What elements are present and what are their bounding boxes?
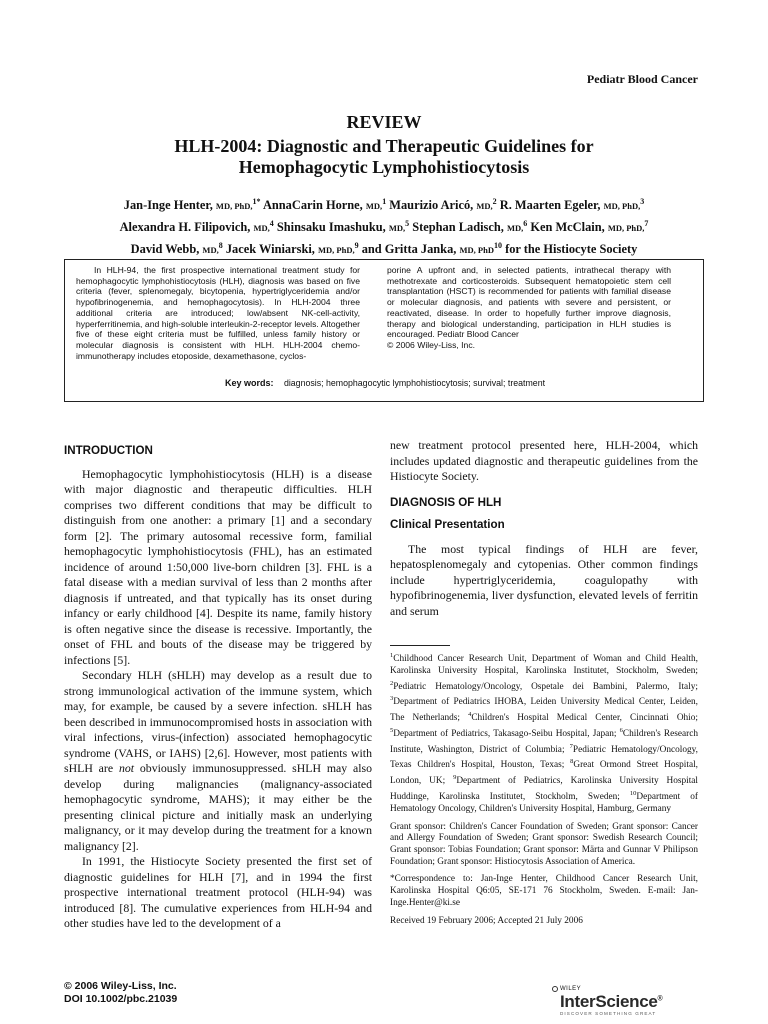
grant-sponsors: Grant sponsor: Children's Cancer Foundation of Sweden; Grant sponsor: Cancer and Allergy Foundation of Sweden; Grant sponsor: Swedish Research Council; Grant sponsor: Tobias Foundation; Grant sponsor: Märta and Gunnar V Philipson Foundation; Grant sponsor: Histiocytosis Association of America. [390,821,698,867]
article-type: REVIEW [346,112,422,132]
author-degree: MD, PhD, [215,201,253,212]
author [362,242,502,256]
author-affiliation-mark: 2 [492,197,497,206]
author-list [70,193,698,259]
affiliation-number: 10 [629,790,637,798]
footnotes [390,650,698,933]
intro-paragraph-2-start: Secondary HLH (sHLH) may develop as a result due to strong immunological activation of the immune system, which may, for example, be caused by a severe infection. sHLH has been described in immunocompromised hosts in association with viral infections, virus-(infection) associated hemophagocytic syndrome (VAHS, or IAHS) [2,6]. However, most patients with sHLH are [64,668,372,775]
author-name: Stephan Ladisch, [412,220,504,235]
affiliation-text: Children's Research Institute, Washington, District of Columbia; [390,728,698,755]
author-name: David Webb, [130,242,200,257]
intro-paragraph-3: In 1991, the Histiocyte Society presented the first set of diagnostic guidelines for HLH [7], and in 1994 the first prospective international treatment protocol (HLH-94) was introduced [8]. The cumulative experiences from HLH-94 and other studies have led to the development of a [64,854,372,930]
author [530,220,648,234]
journal-name: Pediatr Blood Cancer [586,72,698,86]
received-dates: Received 19 February 2006; Accepted 21 July 2006 [390,915,583,926]
author-degree: MD, [253,223,270,234]
introduction-heading: INTRODUCTION [64,444,153,457]
author-name: AnnaCarin Horne, [262,198,363,213]
affiliation-number: 3 [390,695,394,703]
author-degree: MD, PhD, [317,245,355,256]
author-name: Jacek Winiarski, [225,242,315,257]
abstract-right-text: porine A upfront and, in selected patients, intrathecal therapy with methotrexate and corticosteroids. Subsequent hematopoietic stem cell transplantation (HSCT) is recommended for patients with familial disease or molecular diagnosis, and patients with severe and persistent, or reactivated, disease. In order to hopefully further improve diagnosis, therapy and biological understanding, participation in HLH studies is encouraged. Pediatr Blood Cancer [387,265,671,340]
logo-registered: ® [657,995,663,1003]
author-degree: MD, [202,245,219,256]
author-degree: MD, [388,223,406,234]
clinical-presentation-heading: Clinical Presentation [390,518,505,531]
affiliation-number: 7 [569,742,573,750]
author-affiliation-mark: 10 [493,241,502,251]
left-column [64,438,372,932]
author-affiliation-mark: 1* [252,197,261,206]
affiliation-number: 9 [453,774,457,782]
author-name: Alexandra H. Filipovich, [119,220,251,235]
title-line-2: Hemophagocytic Lymphohistiocytosis [238,157,530,177]
author-degree: MD, [365,201,383,212]
wiley-circle-icon [552,986,558,992]
affiliation-number: 5 [390,726,394,734]
author-affiliation-mark: 6 [523,219,528,229]
author-name: Jan-Inge Henter, [123,198,213,213]
affiliation-number: 6 [619,726,623,734]
affiliation-text: Pediatric Hematology/Oncology, Texas Children's Hospital, Houston, Texas; [390,744,699,771]
footer-copyright [64,980,177,1006]
logo-wiley: WILEY [560,986,582,992]
doi: DOI 10.1002/pbc.21039 [64,993,178,1005]
affiliation-number: 1 [390,652,394,659]
intro-paragraph-2-emphasis: not [118,761,135,775]
author-name: Shinsaku Imashuku, [276,220,386,235]
author [389,198,496,212]
affiliation-text: Department of Pediatrics IHOBA, Leiden University Medical Center, Leiden, The Netherlands; [390,697,698,724]
affiliations [390,650,698,816]
intro-paragraph-1: Hemophagocytic lymphohistiocytosis (HLH) is a disease with major diagnostic and therapeutic difficulties. HLH comprises two different conditions that may be difficult to distinguish from one another: a primary [1] and a secondary form [2]. The primary autosomal recessive form, familial hemophagocytic lymphohistiocytosis (FHL), has an estimated incidence of around 1:50,000 live-born children [3]. FHL is a fatal disease with a median survival of less than 2 months after diagnosis if untreated, and that typically has its onset during infancy or early childhood [4]. Despite its name, family history is often negative since the disease is recessive. Importantly, the onset of FHL and bouts of the disease may be triggered by infections [5]. [64,466,372,667]
abstract-right-column [387,265,671,351]
author [505,242,637,256]
author [277,220,409,234]
logo-interscience [560,992,662,1012]
keywords-list: diagnosis; hemophagocytic lymphohistiocytosis; survival; treatment [283,378,546,388]
keywords-label: Key words: [224,378,274,388]
author-name: R. Maarten Egeler, [499,198,601,213]
affiliation-number: 2 [390,679,394,687]
author [412,220,527,234]
author [500,198,644,212]
interscience-logo [552,986,702,1018]
footnote-rule [390,645,450,646]
diagnosis-heading: DIAGNOSIS OF HLH [390,495,502,509]
intro-paragraph-2 [64,668,372,854]
author-affiliation-mark: 1 [382,197,387,206]
author [120,220,274,234]
author-name: Maurizio Aricó, [389,198,474,213]
abstract-box [64,259,704,402]
author-name: Ken McClain, [530,220,605,235]
affiliation-number: 8 [570,758,574,766]
author-affiliation-mark: 5 [405,219,410,229]
author-degree: MD, PhD [459,245,494,256]
author [226,242,359,256]
author-degree: MD, PhD, [607,223,645,234]
right-column [390,438,698,619]
author [131,242,223,256]
affiliation-text: Children's Hospital Medical Center, Cincinnati Ohio; [471,713,698,724]
intro-paragraph-continued: new treatment protocol presented here, HLH-2004, which includes updated diagnostic and therapeutic guidelines from the Histiocyte Society. [390,438,698,483]
logo-tagline: DISCOVER SOMETHING GREAT [560,1011,657,1016]
keywords [65,378,705,388]
article-title [60,136,708,178]
author [124,198,261,212]
affiliation-text: Childhood Cancer Research Unit, Department of Woman and Child Health, Karolinska University Hospital, Karolinska Institutet, Stockholm, Sweden; [390,654,698,676]
logo-name: InterScience [560,992,658,1011]
author-affiliation-mark: 4 [269,219,274,229]
author-degree: MD, [506,223,524,234]
correspondence: *Correspondence to: Jan-Inge Henter, Childhood Cancer Research Unit, Karolinska Hospital Q6:05, SE-171 76 Stockholm, Sweden. E-mail: Jan-Inge.Henter@ki.se [390,874,698,908]
author-affiliation-mark: 3 [640,197,645,206]
title-line-1: HLH-2004: Diagnostic and Therapeutic Guidelines for [174,136,594,156]
affiliation-text: Department of Hematology Oncology, Children's University Hospital, Hamburg, Germany [390,792,698,814]
affiliation-text: Great Ormond Street Hospital, London, UK; [390,760,698,787]
affiliation-text: Department of Pediatrics, Takasago-Seibu Hospital, Japan; [393,728,620,739]
clinical-paragraph-1: The most typical findings of HLH are fever, hepatosplenomegaly and cytopenias. Other common findings include hypertriglyceridemia, coagulopathy with hypofibrinogenemia, liver dysfunction, elevated levels of ferritin and serum [390,541,698,618]
author-degree: MD, [476,201,493,212]
author-name: and Gritta Janka, [361,242,457,257]
intro-paragraph-2-end: obviously immunosuppressed. sHLH may also develop during malignancies (malignancy-associated hemophagocytic syndrome, MAHS); it may either be the presenting clinical picture and initially mask an underlying malignancy, or it may develop during the treatment for a known malignancy [2]. [64,761,373,853]
author-affiliation-mark: 8 [218,241,223,251]
author-affiliation-mark: 7 [644,219,649,229]
author-name: for the Histiocyte Society [505,242,638,257]
abstract-copyright: © 2006 Wiley-Liss, Inc. [387,339,476,350]
author-degree: MD, PhD, [603,201,641,212]
affiliation-number: 4 [468,711,472,719]
author [263,198,386,212]
copyright-line: © 2006 Wiley-Liss, Inc. [64,980,177,992]
abstract-left-column: In HLH-94, the first prospective international treatment study for hemophagocytic lymphohistiocytosis (HLH), diagnosis was based on five criteria (fever, splenomegaly, bicytopenia, hypertriglyceridemia and/or hypofibrinogenemia, and hemophagocytosis). In HLH-2004 three additional criteria are introduced; low/absent NK-cell-activity, hyperferritinemia, and high-soluble interleukin-2-receptor levels. Altogether five of these eight criteria must be fulfilled, unless family history or molecular diagnosis is consistent with HLH. HLH-2004 chemo-immunotherapy includes etoposide, dexamethasone, cyclos- [76,265,360,361]
affiliation-text: Pediatric Hematology/Oncology, Ospetale dei Bambini, Palermo, Italy; [393,681,698,692]
affiliation-text: Department of Pediatrics, Karolinska University Hospital Huddinge, Karolinska Institutet, Stockholm, Sweden; [390,776,699,803]
author-affiliation-mark: 9 [354,241,359,251]
